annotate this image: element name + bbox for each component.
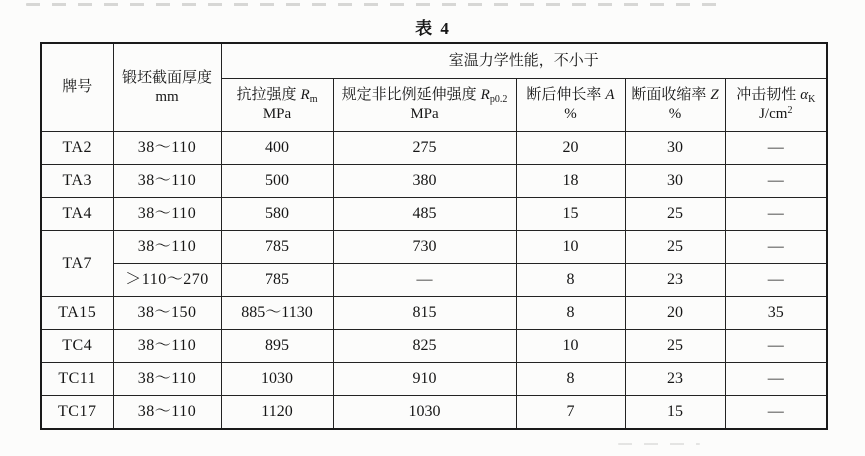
cell-elongation: 8 bbox=[516, 363, 625, 396]
tensile-label: 抗拉强度 bbox=[236, 87, 297, 104]
cell-elongation: 18 bbox=[516, 165, 625, 198]
cell-reduction: 25 bbox=[625, 198, 725, 231]
col-header-grade bbox=[41, 43, 113, 132]
impact-label: 冲击韧性 bbox=[736, 87, 797, 104]
reduction-label: 断面收缩率 bbox=[631, 87, 707, 104]
cell-impact: — bbox=[725, 264, 827, 297]
reduction-unit: % bbox=[668, 106, 682, 122]
proof-symbol: R bbox=[480, 87, 490, 104]
cell-impact: — bbox=[725, 363, 827, 396]
cell-rp02: 275 bbox=[333, 132, 516, 165]
cell-rm: 1030 bbox=[221, 363, 333, 396]
cell-elongation: 10 bbox=[516, 231, 625, 264]
impact-symbol: α bbox=[800, 87, 809, 104]
cell-thickness: 38～150 bbox=[113, 297, 221, 330]
table-row-ta2 bbox=[41, 132, 827, 165]
table-row-ta15 bbox=[41, 297, 827, 330]
tensile-symbol-sub: m bbox=[309, 94, 318, 106]
table-row-tc11 bbox=[41, 363, 827, 396]
table-row-ta7-b bbox=[41, 264, 827, 297]
cell-thickness: 38～110 bbox=[113, 165, 221, 198]
cell-elongation: 7 bbox=[516, 396, 625, 429]
cell-rm: 500 bbox=[221, 165, 333, 198]
col-header-reduction-of-area bbox=[625, 79, 725, 132]
room-temp-span-label: 室温力学性能，不小于 bbox=[448, 52, 599, 69]
cell-rp02: 815 bbox=[333, 297, 516, 330]
cell-rm: 895 bbox=[221, 330, 333, 363]
impact-unit bbox=[728, 105, 825, 124]
table-caption: 表 4 bbox=[415, 19, 451, 38]
thickness-header-label: 锻坯截面厚度 bbox=[121, 69, 212, 86]
col-header-elongation bbox=[516, 79, 625, 132]
table-row-ta7-a bbox=[41, 231, 827, 264]
col-header-proof-strength bbox=[333, 79, 516, 132]
cell-rm: 400 bbox=[221, 132, 333, 165]
mechanical-properties-table bbox=[40, 42, 828, 430]
cell-rp02: 485 bbox=[333, 198, 516, 231]
cell-rp02: 825 bbox=[333, 330, 516, 363]
impact-unit-base: J/cm bbox=[759, 106, 788, 122]
cell-grade: TC4 bbox=[41, 330, 113, 363]
table-row-tc17 bbox=[41, 396, 827, 429]
cell-grade: TA7 bbox=[41, 231, 113, 297]
cell-impact: — bbox=[725, 132, 827, 165]
cell-grade: TA3 bbox=[41, 165, 113, 198]
cell-reduction: 15 bbox=[625, 396, 725, 429]
cell-rm: 785 bbox=[221, 264, 333, 297]
cell-rp02: 1030 bbox=[333, 396, 516, 429]
thickness-header-unit: mm bbox=[155, 88, 179, 105]
cell-thickness: 38～110 bbox=[113, 396, 221, 429]
cell-reduction: 30 bbox=[625, 132, 725, 165]
cell-rp02: — bbox=[333, 264, 516, 297]
cell-elongation: 8 bbox=[516, 297, 625, 330]
col-header-room-temp-span bbox=[221, 43, 827, 79]
table-row-tc4 bbox=[41, 330, 827, 363]
col-header-tensile-strength bbox=[221, 79, 333, 132]
tensile-symbol: R bbox=[300, 87, 310, 104]
cell-grade: TA4 bbox=[41, 198, 113, 231]
cell-grade: TA15 bbox=[41, 297, 113, 330]
proof-unit: MPa bbox=[410, 106, 439, 122]
cell-grade: TC17 bbox=[41, 396, 113, 429]
impact-unit-sup: 2 bbox=[787, 105, 793, 116]
elongation-symbol: A bbox=[605, 87, 615, 104]
tensile-unit: MPa bbox=[262, 106, 292, 122]
cell-impact: — bbox=[725, 396, 827, 429]
grade-header-label: 牌号 bbox=[62, 79, 93, 96]
elongation-unit: % bbox=[564, 106, 577, 122]
table-row-ta4 bbox=[41, 198, 827, 231]
cell-impact: — bbox=[725, 330, 827, 363]
cell-thickness: 38～110 bbox=[113, 231, 221, 264]
cell-rp02: 380 bbox=[333, 165, 516, 198]
cell-grade: TA2 bbox=[41, 132, 113, 165]
cell-rp02: 730 bbox=[333, 231, 516, 264]
cell-reduction: 23 bbox=[625, 363, 725, 396]
cell-impact: 35 bbox=[725, 297, 827, 330]
cell-rm: 580 bbox=[221, 198, 333, 231]
cell-thickness: ＞110～270 bbox=[113, 264, 221, 297]
cell-reduction: 23 bbox=[625, 264, 725, 297]
proof-symbol-sub: p0.2 bbox=[489, 94, 508, 106]
scan-artifact-bottom bbox=[618, 443, 700, 445]
impact-symbol-sub: K bbox=[808, 94, 816, 106]
cell-thickness: 38～110 bbox=[113, 198, 221, 231]
proof-label: 规定非比例延伸强度 bbox=[341, 87, 477, 104]
elongation-label: 断后伸长率 bbox=[526, 87, 602, 104]
cell-impact: — bbox=[725, 231, 827, 264]
cell-thickness: 38～110 bbox=[113, 363, 221, 396]
cell-reduction: 25 bbox=[625, 231, 725, 264]
cell-thickness: 38～110 bbox=[113, 330, 221, 363]
cell-rp02: 910 bbox=[333, 363, 516, 396]
cell-reduction: 20 bbox=[625, 297, 725, 330]
cell-elongation: 10 bbox=[516, 330, 625, 363]
cell-thickness: 38～110 bbox=[113, 132, 221, 165]
cell-impact: — bbox=[725, 198, 827, 231]
cell-elongation: 15 bbox=[516, 198, 625, 231]
cell-reduction: 25 bbox=[625, 330, 725, 363]
reduction-symbol: Z bbox=[710, 87, 719, 104]
cell-grade: TC11 bbox=[41, 363, 113, 396]
col-header-impact-toughness bbox=[725, 79, 827, 132]
table-row-ta3 bbox=[41, 165, 827, 198]
cell-impact: — bbox=[725, 165, 827, 198]
col-header-thickness bbox=[113, 43, 221, 132]
cell-rm: 1120 bbox=[221, 396, 333, 429]
cell-rm: 885～1130 bbox=[221, 297, 333, 330]
cell-elongation: 20 bbox=[516, 132, 625, 165]
cell-rm: 785 bbox=[221, 231, 333, 264]
cell-reduction: 30 bbox=[625, 165, 725, 198]
scan-artifact-top bbox=[26, 3, 726, 6]
cell-elongation: 8 bbox=[516, 264, 625, 297]
